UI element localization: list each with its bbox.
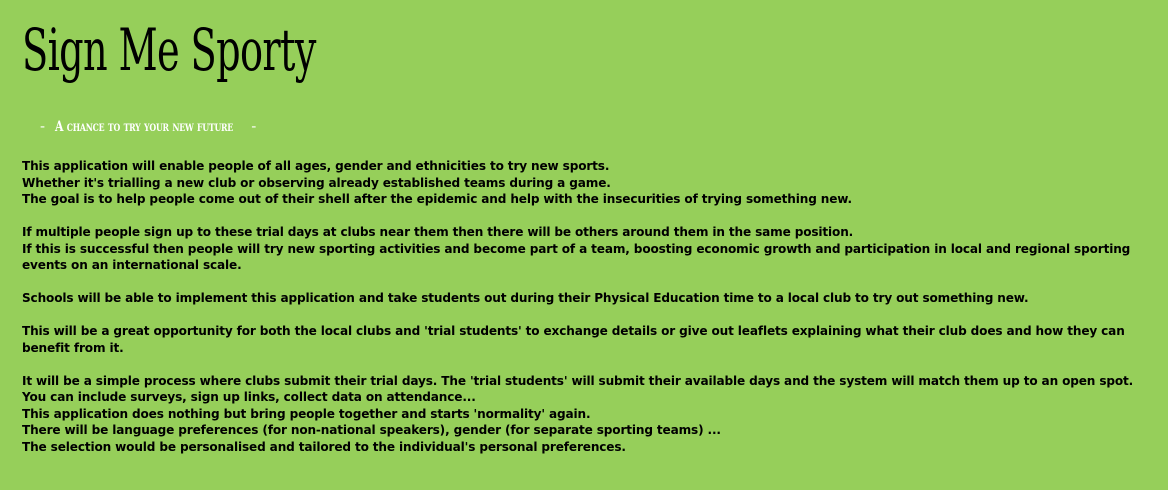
paragraph-intro [22, 158, 1148, 208]
paragraph-line: The goal is to help people come out of their shell after the epidemic and help with the insecurities of trying something new. [22, 192, 852, 206]
paragraph-opportunity [22, 323, 1148, 356]
paragraph-line: This will be a great opportunity for both the local clubs and 'trial students' to exchange details or give out leaflets explaining what their club does and how they can benefit from it. [22, 324, 1125, 355]
paragraph-line: If multiple people sign up to these trial days at clubs near them then there will be others around them in the same position. [22, 225, 854, 239]
paragraph-benefits [22, 224, 1148, 274]
tagline-dash-start: - [40, 119, 46, 135]
paragraph-line: If this is successful then people will try new sporting activities and become part of a team, boosting economic growth and participation in local and regional sporting events on an international scale. [22, 241, 1131, 272]
paragraph-line: This application will enable people of all ages, gender and ethnicities to try new sports. [22, 159, 610, 173]
paragraph-line: It will be a simple process where clubs submit their trial days. The 'trial students' will submit their available days and the system will match them up to an open spot. You can include surveys, sign up links, collect data on attendance... [22, 373, 1134, 404]
tagline [40, 118, 256, 136]
paragraph-line: There will be language preferences (for non-national speakers), gender (for separate sporting teams) ... [22, 423, 721, 437]
page-title: Sign Me Sporty [22, 16, 316, 84]
paragraph-line: Whether it's trialling a new club or observing already established teams during a game. [22, 175, 611, 190]
paragraph-line: Schools will be able to implement this application and take students out during their Physical Education time to a local club to try out something new. [22, 291, 1029, 305]
tagline-dash-end: - [251, 119, 257, 135]
paragraph-schools [22, 290, 1148, 307]
tagline-text: A chance to try your new future [55, 119, 234, 135]
paragraph-line: The selection would be personalised and tailored to the individual's personal preferences. [22, 439, 626, 454]
paragraph-line: This application does nothing but bring people together and starts 'normality' again. [22, 406, 591, 421]
description [22, 158, 1148, 472]
paragraph-process [22, 373, 1148, 456]
